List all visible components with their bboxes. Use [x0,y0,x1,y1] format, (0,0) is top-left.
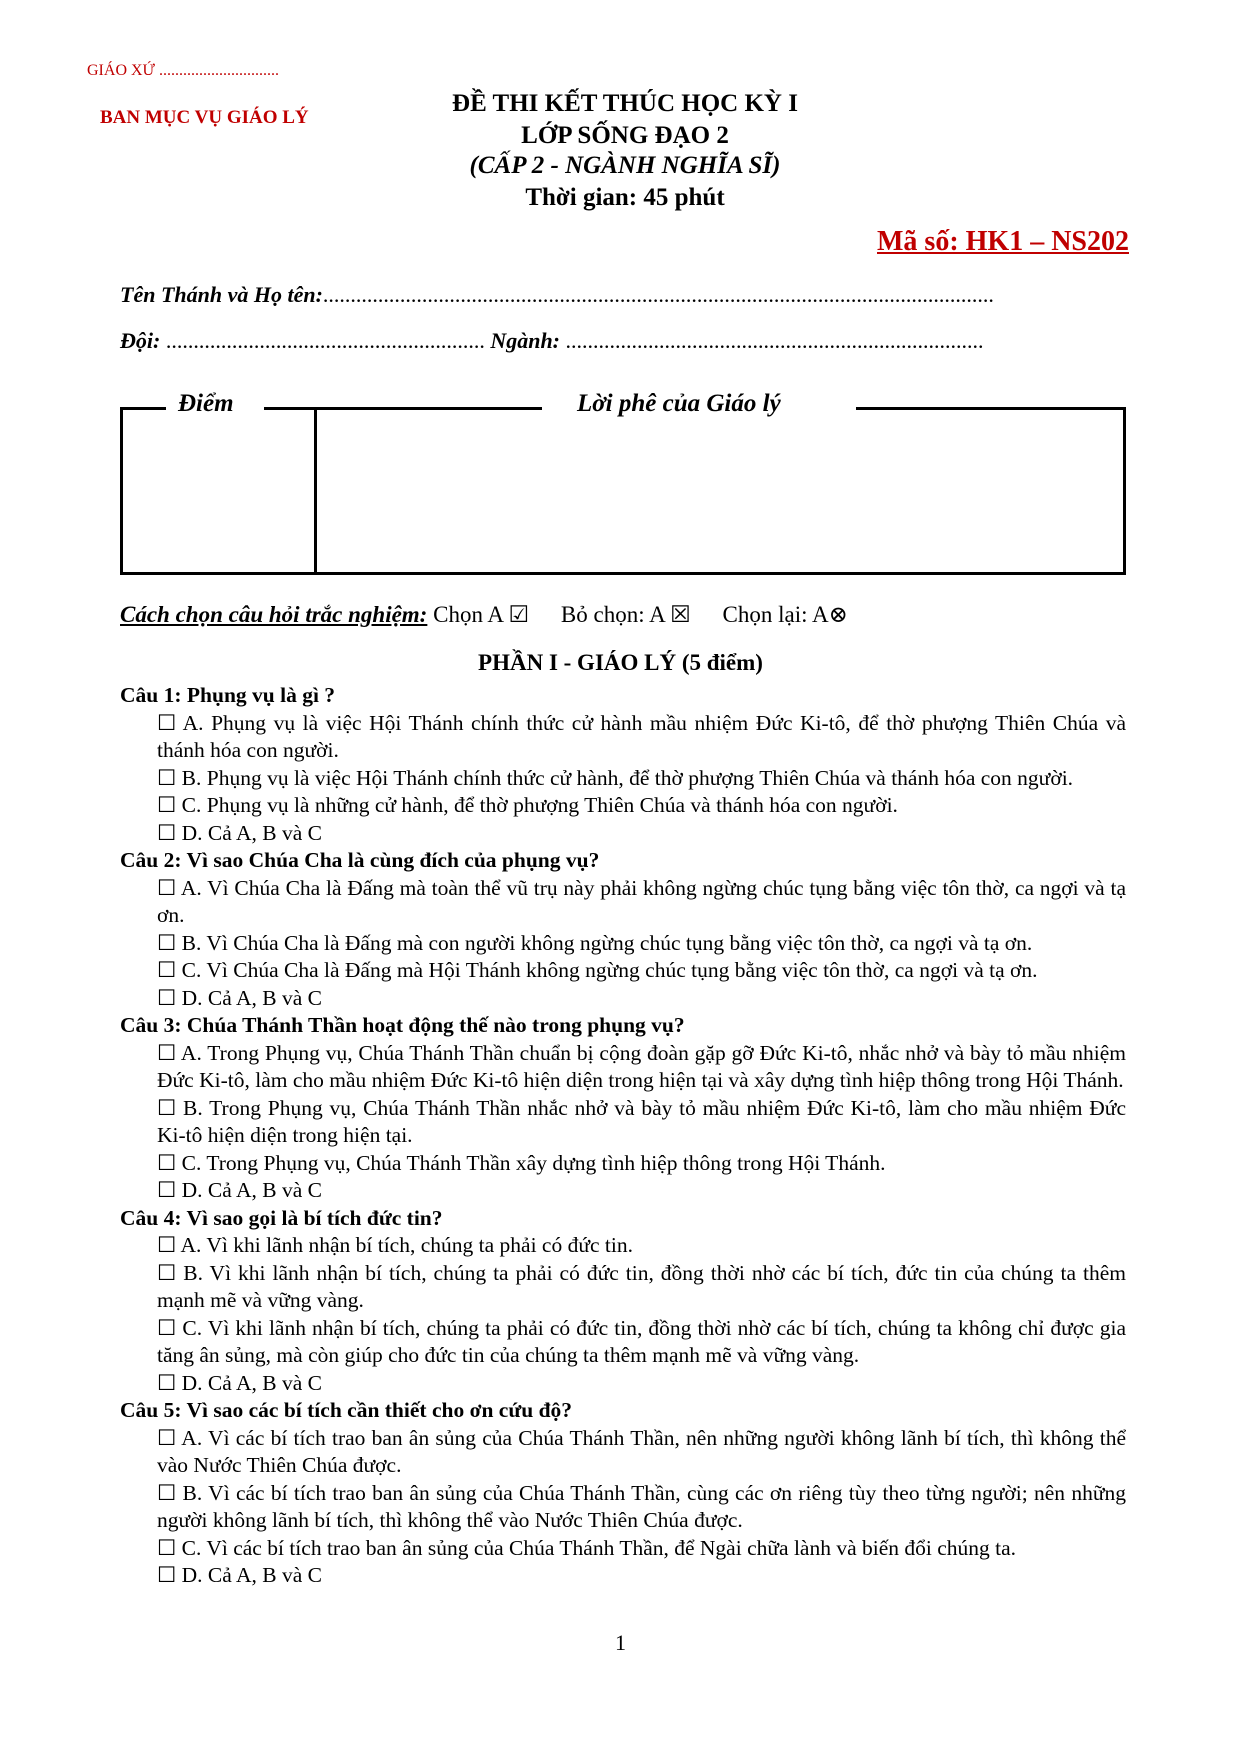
option-b[interactable]: ☐ B. Phụng vụ là việc Hội Thánh chính thức cử hành, để thờ phượng Thiên Chúa và thánh hóa con người. [157,765,1074,790]
branch-dots: ............................................................................ [565,328,984,353]
score-box [120,407,1126,575]
option-d[interactable]: ☐ D. Cả A, B và C [157,1563,322,1587]
instruction-choose: Chọn A ☑ [433,602,530,627]
option-b[interactable]: ☐ B. Vì Chúa Cha là Đấng mà con người không ngừng chúc tụng bằng việc tôn thờ, ca ngợi và tạ ơn. [157,930,1033,955]
question-2 [120,847,1126,1012]
question-4 [120,1205,1126,1398]
comment-label: Lời phê của Giáo lý [577,390,781,417]
option-d[interactable]: ☐ D. Cả A, B và C [157,1370,322,1395]
name-dots: .......................................................................................................................... [322,282,994,307]
option-d[interactable]: ☐ D. Cả A, B và C [157,1178,322,1202]
question-5 [120,1397,1126,1590]
option-b[interactable]: ☐ B. Vì các bí tích trao ban ân sủng của Chúa Thánh Thần, cùng các ơn riêng tùy theo từng người; nên những người không lãnh bí tích, thì không thể vào Nước Thiên Chúa được. [157,1480,1126,1532]
option-b[interactable]: ☐ B. Vì khi lãnh nhận bí tích, chúng ta phải có đức tin, đồng thời nhờ các bí tích, đức tin của chúng ta thêm mạnh mẽ và vững vàng. [157,1260,1126,1312]
option-c[interactable]: ☐ C. Phụng vụ là những cử hành, để thờ phượng Thiên Chúa và thánh hóa con người. [157,793,898,817]
option-d[interactable]: ☐ D. Cả A, B và C [157,985,322,1010]
option-c[interactable]: ☐ C. Trong Phụng vụ, Chúa Thánh Thần xây dựng tình hiệp thông trong Hội Thánh. [157,1150,886,1175]
team-dots: .......................................................... [165,328,485,353]
option-a[interactable]: ☐ A. Phụng vụ là việc Hội Thánh chính thức cử hành mầu nhiệm Đức Ki-tô, để thờ phượng Thiên Chúa và thánh hóa con người. [157,710,1126,762]
exam-duration: Thời gian: 45 phút [525,184,725,211]
name-label: Tên Thánh và Họ tên: [120,282,323,307]
exam-class: LỚP SỐNG ĐẠO 2 [521,122,729,149]
branch-label: Ngành: [490,328,561,353]
question-text: Câu 4: Vì sao gọi là bí tích đức tin? [120,1205,443,1230]
option-c[interactable]: ☐ C. Vì các bí tích trao ban ân sủng của Chúa Thánh Thần, để Ngài chữa lành và biến đổi chúng ta. [157,1535,1017,1560]
team-branch-field[interactable] [120,328,984,354]
exam-title: ĐỀ THI KẾT THÚC HỌC KỲ I [452,90,798,117]
instruction-rechoose: Chọn lại: A⊗ [722,602,848,627]
score-box-divider [314,407,317,575]
option-b[interactable]: ☐ B. Trong Phụng vụ, Chúa Thánh Thần nhắc nhở và bày tỏ mầu nhiệm Đức Ki-tô, làm cho mầu nhiệm Đức Ki-tô hiện diện trong hiện tại. [157,1095,1126,1147]
score-box-top-border [264,407,542,410]
question-list [120,682,1126,1590]
exam-code: Mã số: HK1 – NS202 [877,226,1129,257]
option-a[interactable]: ☐ A. Vì khi lãnh nhận bí tích, chúng ta phải có đức tin. [157,1233,633,1257]
answer-instructions [120,602,848,628]
question-text: Câu 2: Vì sao Chúa Cha là cùng đích của phụng vụ? [120,848,600,872]
question-text: Câu 5: Vì sao các bí tích cần thiết cho ơn cứu độ? [120,1398,573,1422]
question-3 [120,1012,1126,1205]
option-a[interactable]: ☐ A. Trong Phụng vụ, Chúa Thánh Thần chuẩn bị cộng đoàn gặp gỡ Đức Ki-tô, nhắc nhở và bày tỏ mầu nhiệm Đức Ki-tô, làm cho mầu nhiệm Đức Ki-tô hiện diện trong hiện tại và xây dựng tình hiệp thông trong Hội Thánh. [157,1040,1126,1092]
question-text: Câu 3: Chúa Thánh Thần hoạt động thế nào trong phụng vụ? [120,1013,685,1037]
parish-line: GIÁO XỨ .............................. [87,62,279,79]
score-box-top-border [856,407,1126,410]
option-d[interactable]: ☐ D. Cả A, B và C [157,820,322,845]
score-box-top-border [120,407,166,410]
option-c[interactable]: ☐ C. Vì Chúa Cha là Đấng mà Hội Thánh không ngừng chúc tụng bằng việc tôn thờ, ca ngợi và tạ ơn. [157,958,1038,982]
instruction-unchoose: Bỏ chọn: A ☒ [560,602,691,627]
option-c[interactable]: ☐ C. Vì khi lãnh nhận bí tích, chúng ta phải có đức tin, đồng thời nhờ các bí tích, chúng ta không chỉ được gia tăng ân sủng, mà còn giúp cho đức tin của chúng ta thêm mạnh mẽ và vững vàng. [157,1315,1126,1367]
option-a[interactable]: ☐ A. Vì các bí tích trao ban ân sủng của Chúa Thánh Thần, nên những người không lãnh bí tích, thì không thể vào Nước Thiên Chúa được. [157,1425,1126,1477]
section-title: PHẦN I - GIÁO LÝ (5 điểm) [478,650,763,675]
name-field[interactable] [120,282,994,308]
instructions-label: Cách chọn câu hỏi trắc nghiệm: [120,602,428,627]
exam-level: (CẤP 2 - NGÀNH NGHĨA SĨ) [469,152,781,179]
score-label: Điểm [178,390,234,417]
board-name: BAN MỤC VỤ GIÁO LÝ [100,107,309,128]
question-text: Câu 1: Phụng vụ là gì ? [120,683,336,707]
team-label: Đội: [120,328,161,353]
option-a[interactable]: ☐ A. Vì Chúa Cha là Đấng mà toàn thể vũ trụ này phải không ngừng chúc tụng bằng việc tôn thờ, ca ngợi và tạ ơn. [157,875,1126,927]
question-1 [120,682,1126,847]
page-number: 1 [615,1630,626,1655]
